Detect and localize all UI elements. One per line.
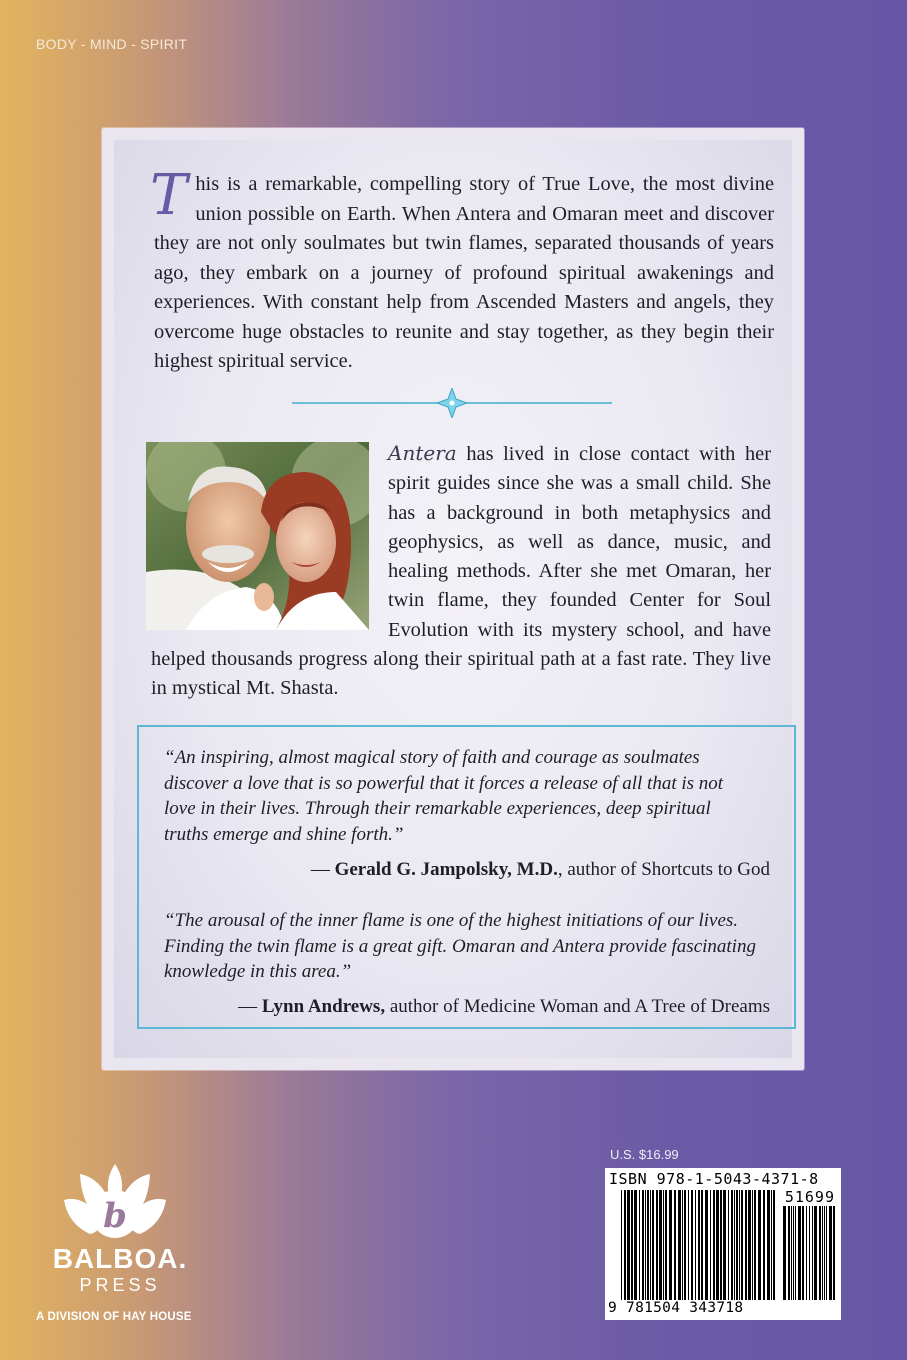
barcode-bar (728, 1190, 729, 1300)
barcode-bar (698, 1190, 700, 1300)
barcode-bar (734, 1190, 735, 1300)
barcode-bar (763, 1190, 765, 1300)
barcode-bar (802, 1206, 804, 1300)
barcode-bar (731, 1190, 733, 1300)
barcode-bar (829, 1206, 832, 1300)
barcode-bar (739, 1190, 740, 1300)
barcode-bar (642, 1190, 644, 1300)
barcode-bar (627, 1190, 630, 1300)
barcode-bar (745, 1190, 747, 1300)
barcode-bar (652, 1190, 654, 1300)
barcode-bar (647, 1190, 649, 1300)
barcode-bar (819, 1206, 821, 1300)
barcode-bar (684, 1190, 686, 1300)
isbn-text: ISBN 978-1-5043-4371-8 (609, 1170, 819, 1188)
barcode-bar (720, 1190, 722, 1300)
attribution-dash: — (310, 859, 335, 880)
barcode-bar (659, 1190, 662, 1300)
photo-spacer (151, 439, 388, 644)
barcode-bar (695, 1190, 696, 1300)
endorser-credit: , author of Shortcuts to God (557, 859, 770, 880)
barcode-bar (645, 1190, 646, 1300)
barcode-bar (656, 1190, 658, 1300)
publisher-sub: PRESS (79, 1275, 161, 1295)
barcode-bar (822, 1206, 823, 1300)
text-panel (102, 128, 804, 1070)
endorsement-attribution-1 (311, 859, 770, 881)
barcode-bar (736, 1190, 738, 1300)
barcode-bar (824, 1206, 825, 1300)
barcode-bar (814, 1206, 817, 1300)
barcode-bar (783, 1206, 786, 1300)
barcode-bar (826, 1206, 827, 1300)
price-code: 51699 (784, 1188, 835, 1206)
barcode-number: 9 781504 343718 (608, 1300, 744, 1316)
lotus-logo-icon (60, 1160, 170, 1244)
barcode-bar (688, 1190, 689, 1300)
endorser-name: Lynn Andrews, (261, 996, 386, 1017)
barcode-bar (773, 1190, 775, 1300)
endorsement-quote-1: “An inspiring, almost magical story of faith and courage as soulmates discover a love that is so powerful that it forces a release of all that is not love in their lives. Through their remarkable experiences, deep spiritual truths emerge and shine forth.” (164, 747, 724, 845)
star-divider-icon (292, 388, 612, 418)
publisher-division: A DIVISION OF HAY HOUSE (36, 1311, 192, 1323)
barcode-bar (669, 1190, 672, 1300)
barcode-bar (710, 1190, 711, 1300)
barcode-bar (795, 1206, 796, 1300)
intro-paragraph (150, 163, 774, 377)
publisher-brand (36, 1244, 204, 1296)
barcode-bar (806, 1206, 807, 1300)
barcode-bar (809, 1206, 810, 1300)
barcode-bar (793, 1206, 794, 1300)
barcode-bar (621, 1190, 622, 1300)
barcode-bar (705, 1190, 708, 1300)
barcode-bar (631, 1190, 633, 1300)
bio-text: has lived in close contact with her spirit guides since she was a small child. She has a background in both metaphysics and geophysics, as well as dance, music, and healing methods. After she met Omaran, her twin flame, they founded Center for Soul Evolution with its mystery school, and have helped thousands progress along their spiritual path at a fast rate. They live in mystical Mt. Shasta. (151, 443, 771, 700)
barcode-bar (812, 1206, 813, 1300)
endorsement-quote-2: “The arousal of the inner flame is one of the highest initiations of our lives. Finding the twin flame is a great gift. Omaran and Antera provide fascinating knowledge in this area.” (164, 910, 756, 982)
barcode-bar (752, 1190, 753, 1300)
attribution-dash: — (238, 996, 262, 1017)
barcode-bar (634, 1190, 637, 1300)
barcode-bar (650, 1190, 651, 1300)
barcode-bar (748, 1190, 751, 1300)
addon-barcode-bars (783, 1206, 837, 1300)
publisher-name: BALBOA. (52, 1243, 188, 1274)
barcode-bar (758, 1190, 761, 1300)
endorsements-box (137, 725, 796, 1029)
barcode-bar (682, 1190, 683, 1300)
logo-letter: b (103, 1196, 127, 1236)
barcode-bar (624, 1190, 626, 1300)
barcode-bar (833, 1206, 835, 1300)
barcode-bar (691, 1190, 693, 1300)
barcode-bar (663, 1190, 664, 1300)
barcode-bar (798, 1206, 801, 1300)
category-label: BODY - MIND - SPIRIT (36, 36, 188, 52)
price-label: U.S. $16.99 (610, 1147, 679, 1162)
barcode-bar (701, 1190, 703, 1300)
barcode-bars (621, 1190, 779, 1300)
barcode-bar (639, 1190, 640, 1300)
barcode-bar (788, 1206, 790, 1300)
bio-author-name: Antera (388, 441, 457, 465)
barcode-bar (791, 1206, 792, 1300)
isbn-barcode (605, 1168, 841, 1320)
barcode-bar (716, 1190, 719, 1300)
endorser-name: Gerald G. Jampolsky, M.D. (334, 859, 558, 880)
barcode-bar (665, 1190, 667, 1300)
author-bio (151, 439, 771, 704)
endorsement-attribution-2 (238, 996, 770, 1018)
drop-cap: T (150, 163, 188, 228)
barcode-bar (754, 1190, 756, 1300)
barcode-bar (767, 1190, 770, 1300)
text-panel-inner (114, 140, 792, 1058)
barcode-bar (674, 1190, 676, 1300)
intro-text: his is a remarkable, compelling story of True Love, the most divine union possible on Earth. When Antera and Omaran meet and discover they are not only soulmates but twin flames, separated thousands of years ago, they embark on a journey of profound spiritual awakenings and experiences. With constant help from Ascended Masters and angels, they overcome huge obstacles to reunite and stay together, as they begin their highest spiritual service. (154, 173, 774, 372)
barcode-bar (771, 1190, 772, 1300)
barcode-bar (713, 1190, 715, 1300)
barcode-bar (741, 1190, 743, 1300)
endorser-credit: author of Medicine Woman and A Tree of Dreams (385, 996, 770, 1017)
barcode-bar (678, 1190, 681, 1300)
barcode-bar (723, 1190, 726, 1300)
